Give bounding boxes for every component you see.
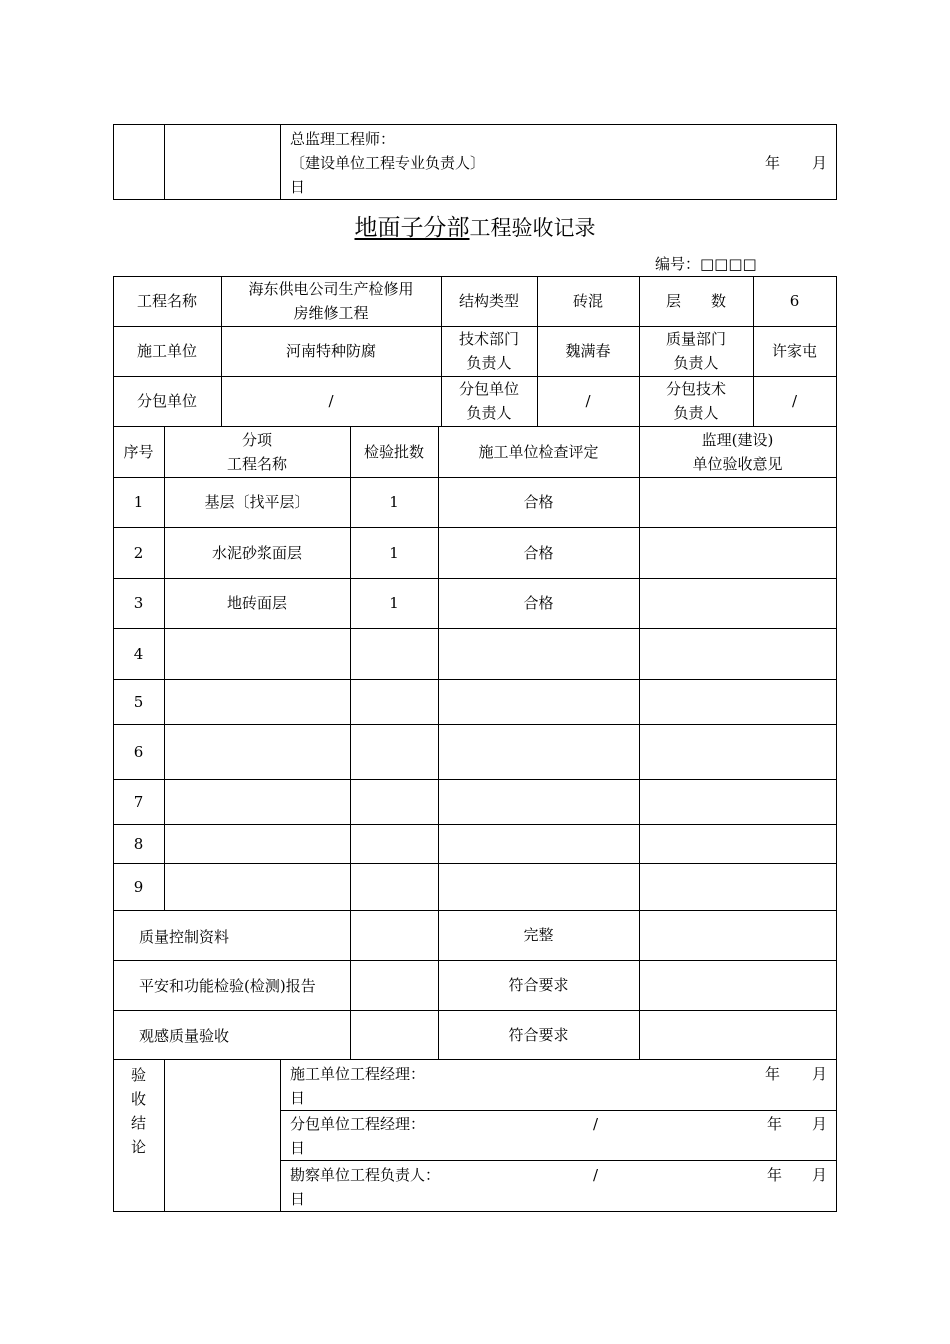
- sub-tech-line2: 负责人: [673, 404, 719, 422]
- sub-tech-value: /: [791, 392, 798, 410]
- survey-signature-label: 勘察单位工程负责人：: [290, 1166, 441, 1184]
- table-row-eval: 合格: [523, 543, 554, 562]
- sub-pm-signature-label: 分包单位工程经理：: [290, 1115, 426, 1133]
- subcontractor-label: 分包单位: [136, 392, 197, 410]
- floors-value: 6: [789, 292, 800, 310]
- doc-number: 编号：□□□□: [655, 255, 757, 273]
- structure-type-label: 结构类型: [458, 292, 519, 310]
- sub-head-value: /: [585, 392, 591, 410]
- table-row-no: 9: [133, 877, 144, 896]
- month-label: 月: [812, 154, 828, 172]
- table-row-name: 水泥砂浆面层: [211, 543, 302, 562]
- year-label: 年: [765, 154, 781, 172]
- pm-year: 年: [765, 1065, 781, 1083]
- subcontractor-value: /: [328, 392, 334, 410]
- sub-pm-value: /: [593, 1115, 599, 1133]
- owner-rep-label: 〔建设单位工程专业负责人〕: [290, 154, 486, 172]
- quality-head-line1: 质量部门: [665, 330, 726, 348]
- project-name-line1: 海东供电公司生产检修用: [248, 280, 414, 298]
- conclusion-label-char: 收: [131, 1090, 147, 1108]
- sub-pm-year: 年: [767, 1115, 783, 1133]
- page-title: [0, 212, 950, 244]
- table-row-no: 8: [133, 834, 144, 853]
- pm-signature-label: 施工单位工程经理：: [290, 1065, 426, 1083]
- table-row-no: 3: [133, 594, 144, 612]
- table-row-batches: 1: [389, 594, 399, 612]
- tech-head-value: 魏满春: [565, 342, 611, 360]
- header-item-line2: 工程名称: [226, 454, 287, 473]
- sub-head-label: [441, 376, 537, 426]
- floors-label: 层 数: [665, 292, 726, 310]
- conclusion-label-char: 论: [131, 1138, 147, 1156]
- title-rest: 工程验收记录: [469, 216, 596, 240]
- quality-head-value: 许家屯: [771, 342, 817, 360]
- header-supervisor: [639, 426, 836, 477]
- contractor-value: 河南特种防腐: [285, 342, 376, 360]
- table-row-name: 地砖面层: [226, 594, 287, 612]
- quality-head-label: [639, 326, 753, 376]
- appearance-value: 符合要求: [508, 1025, 569, 1044]
- project-name-value: [221, 276, 441, 326]
- header-item: [164, 426, 350, 477]
- table-row-eval: 合格: [523, 493, 554, 511]
- table-row-no: 2: [133, 543, 144, 562]
- project-name-label: 工程名称: [136, 292, 197, 310]
- sub-tech-line1: 分包技术: [665, 380, 726, 398]
- sub-head-line1: 分包单位: [458, 380, 519, 398]
- header-supervisor-line1: 监理(建设): [701, 430, 774, 449]
- qc-data-label: 质量控制资料: [139, 928, 230, 946]
- day-label: 日: [290, 178, 306, 196]
- table-row-no: 6: [133, 742, 144, 761]
- table-row-no: 5: [133, 692, 144, 711]
- sub-pm-day: 日: [290, 1139, 306, 1157]
- survey-value: /: [593, 1166, 599, 1184]
- header-item-line1: 分项: [241, 430, 272, 449]
- quality-head-line2: 负责人: [673, 354, 719, 372]
- appearance-label: 观感质量验收: [139, 1027, 230, 1045]
- table-row-batches: 1: [389, 543, 399, 562]
- table-row-eval: 合格: [523, 594, 554, 612]
- qc-data-value: 完整: [523, 926, 554, 944]
- title-underlined: 地面子分部: [354, 215, 470, 241]
- survey-month: 月: [812, 1166, 828, 1184]
- table-row-name: 基层〔找平层〕: [204, 493, 310, 511]
- safety-report-value: 符合要求: [508, 976, 569, 994]
- header-supervisor-line2: 单位验收意见: [692, 454, 783, 473]
- project-name-line2: 房维修工程: [293, 304, 369, 322]
- survey-year: 年: [767, 1166, 783, 1184]
- sub-pm-month: 月: [812, 1115, 828, 1133]
- pm-month: 月: [812, 1065, 828, 1083]
- conclusion-label-char: 结: [131, 1114, 147, 1132]
- header-contractor-eval: 施工单位检查评定: [478, 442, 599, 461]
- chief-engineer-label: 总监理工程师：: [290, 130, 396, 148]
- table-row-no: 4: [133, 644, 144, 663]
- table-row-batches: 1: [389, 493, 399, 511]
- survey-day: 日: [290, 1190, 306, 1208]
- table-row-no: 1: [133, 493, 144, 511]
- pm-day: 日: [290, 1089, 306, 1107]
- header-seq: 序号: [123, 442, 154, 461]
- structure-type-value: 砖混: [572, 292, 603, 310]
- conclusion-label-char: 验: [131, 1066, 147, 1084]
- tech-head-line1: 技术部门: [458, 330, 519, 348]
- sub-tech-label: [639, 376, 753, 426]
- tech-head-label: [441, 326, 537, 376]
- table-row-no: 7: [133, 792, 144, 811]
- safety-report-label: 平安和功能检验(检测)报告: [139, 977, 316, 995]
- sub-head-line2: 负责人: [466, 404, 512, 422]
- tech-head-line2: 负责人: [466, 354, 512, 372]
- contractor-label: 施工单位: [136, 342, 197, 360]
- header-batches: 检验批数: [363, 442, 424, 461]
